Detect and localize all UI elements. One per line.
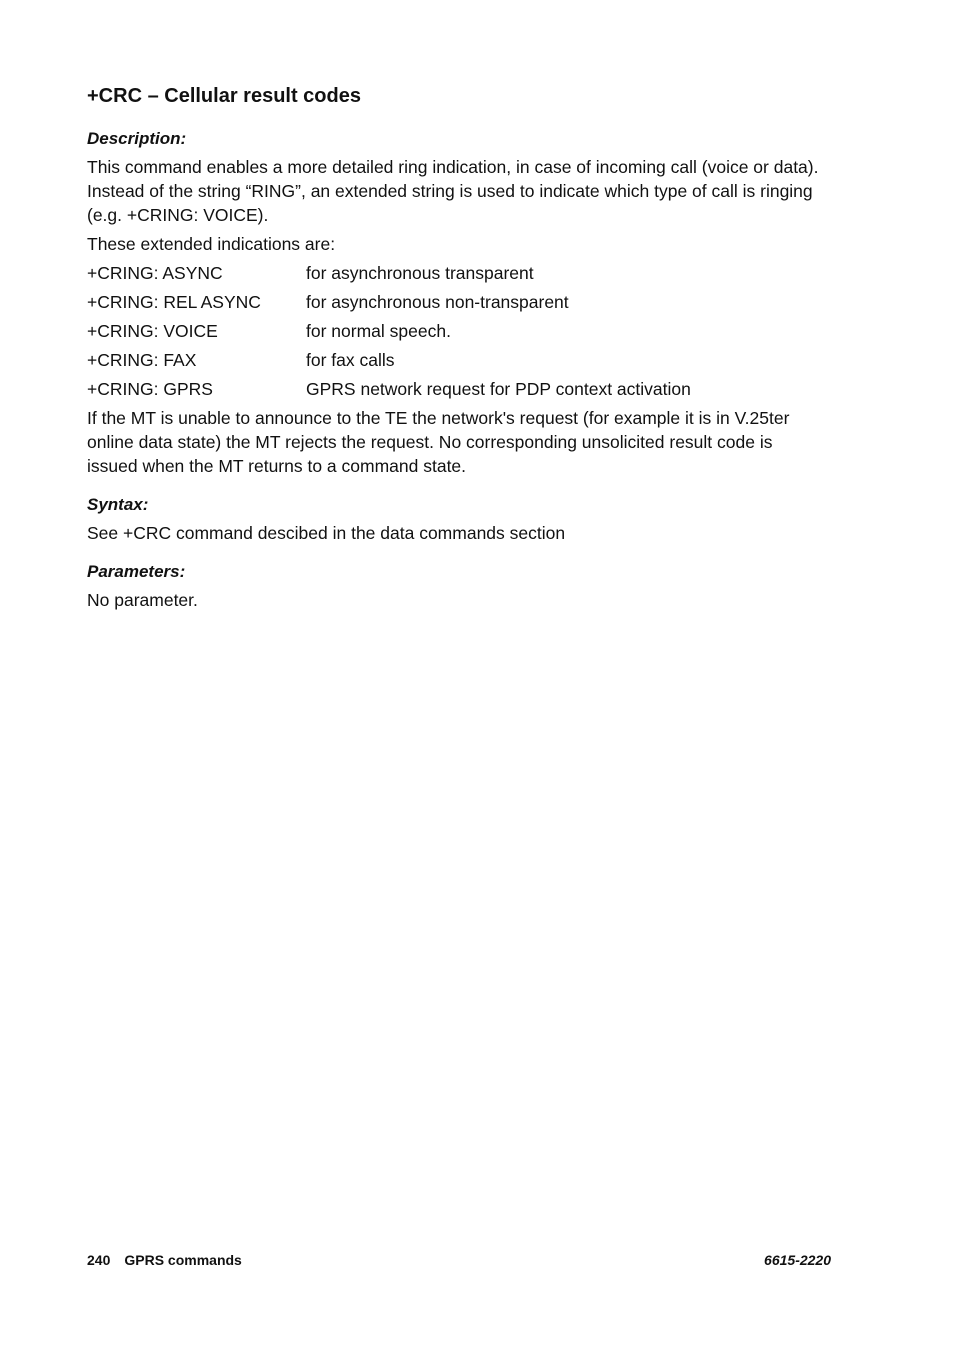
parameters-section [87,560,827,612]
indication-row [87,377,827,401]
indication-meaning: for fax calls [306,350,395,370]
description-note: If the MT is unable to announce to the TE the network's request (for example it is in V.25ter online data state) the MT rejects the request. No corresponding unsolicited result code is issued when the MT returns to a command state. [87,408,790,476]
syntax-section [87,493,827,545]
indication-code: +CRING: GPRS [87,379,213,399]
indication-code: +CRING: REL ASYNC [87,292,261,312]
indication-code: +CRING: VOICE [87,321,218,341]
indication-row [87,319,827,343]
description-paragraph: This command enables a more detailed ring indication, in case of incoming call (voice or data). Instead of the string “RING”, an extended string is used to indicate which type of call is ringing (e.g. +CRING: VOICE). [87,157,819,225]
syntax-text: See +CRC command descibed in the data commands section [87,523,566,543]
indication-code: +CRING: ASYNC [87,263,223,283]
page-number: 240 [87,1252,111,1268]
footer-left [87,1250,256,1270]
page-footer [87,1250,831,1270]
indication-meaning: GPRS network request for PDP context activation [306,379,691,399]
description-section [87,127,827,478]
indication-row [87,348,827,372]
indication-row [87,290,827,314]
indication-code: +CRING: FAX [87,350,197,370]
indications-list [87,261,827,401]
indication-meaning: for normal speech. [306,321,451,341]
parameters-text: No parameter. [87,590,198,610]
page-content [87,82,827,617]
footer-section-title: GPRS commands [124,1252,242,1268]
parameters-heading: Parameters: [87,562,186,581]
indications-intro: These extended indications are: [87,234,336,254]
indication-row [87,261,827,285]
syntax-heading: Syntax: [87,495,149,514]
indication-meaning: for asynchronous non-transparent [306,292,569,312]
description-heading: Description: [87,129,187,148]
document-number: 6615-2220 [764,1252,831,1268]
page-title: +CRC – Cellular result codes [87,85,361,107]
indication-meaning: for asynchronous transparent [306,263,534,283]
